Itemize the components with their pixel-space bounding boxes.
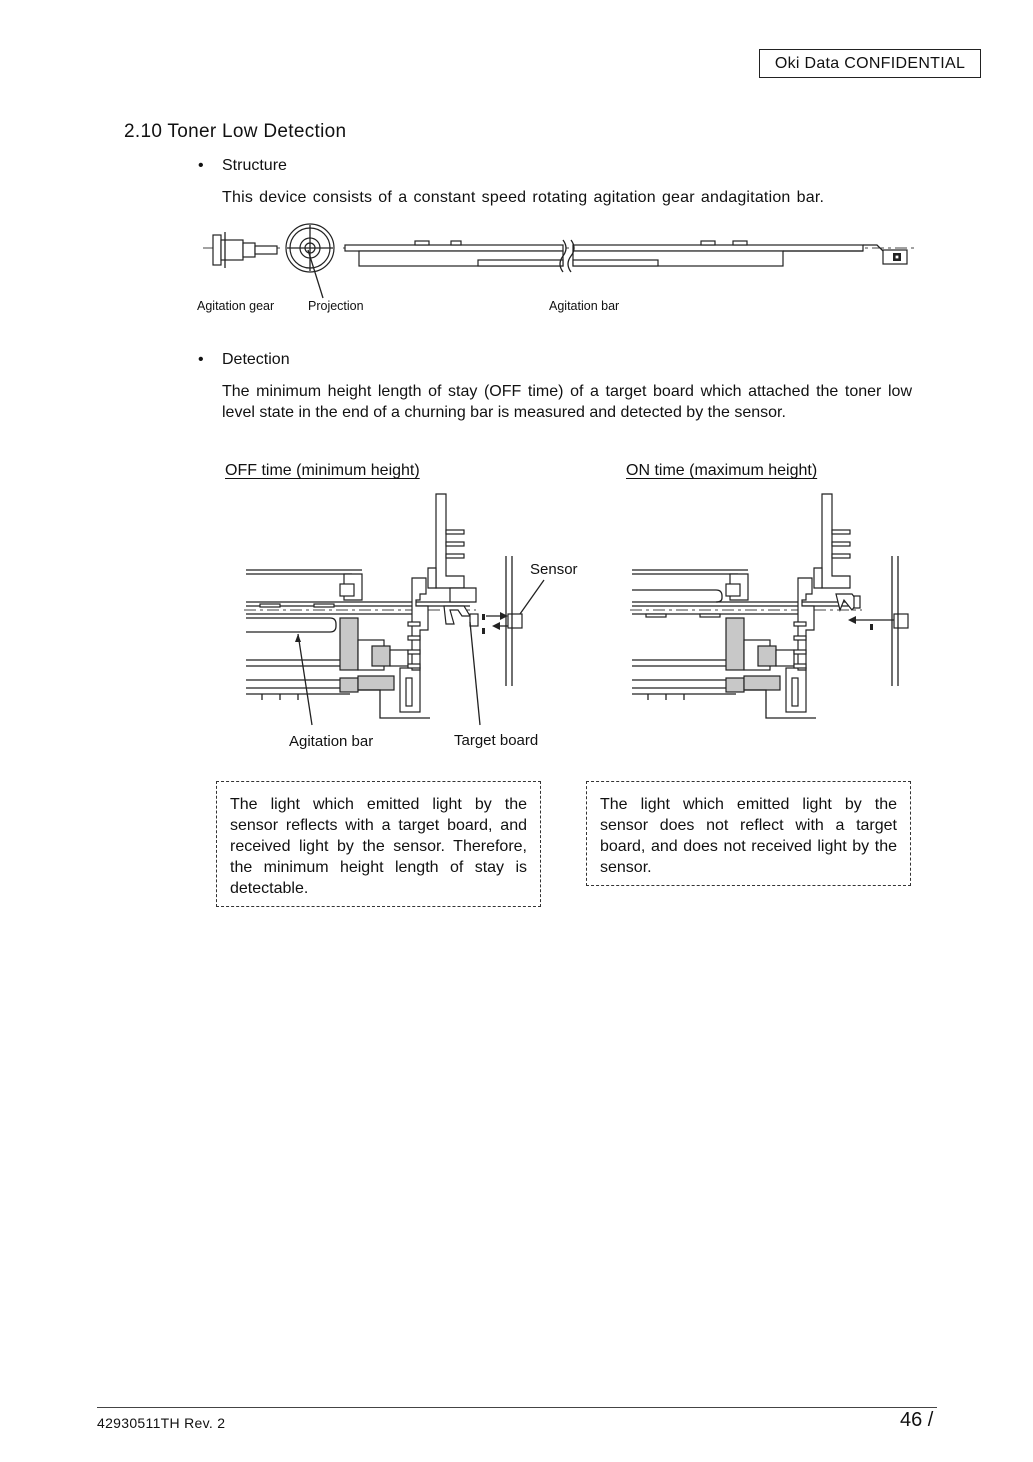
sensor-label: Sensor [530, 561, 578, 578]
page-number: 46 / [900, 1409, 934, 1431]
agitation-gear-drawing [203, 232, 280, 268]
on-time-diagram [626, 490, 926, 720]
on-time-note: The light which emitted light by the sensor does not reflect with a target board, and does not received light by the sensor. [586, 781, 911, 886]
on-time-heading: ON time (maximum height) [626, 462, 818, 479]
agitation-bar-callout: Agitation bar [289, 733, 374, 750]
detection-heading: Detection [222, 351, 290, 368]
bullet-icon: • [198, 157, 204, 174]
detection-text: The minimum height length of stay (OFF time) of a target board which attached the toner low level state in the end of a churning bar is measured and detected by the sensor. [222, 383, 912, 421]
off-time-heading: OFF time (minimum height) [225, 462, 420, 479]
confidential-label: Oki Data CONFIDENTIAL [759, 49, 981, 78]
agitation-gear-label: Agitation gear [197, 299, 275, 313]
detection-bullet [198, 351, 290, 369]
structure-diagram [195, 220, 925, 290]
structure-bullet [198, 157, 287, 175]
structure-text: This device consists of a constant speed rotating agitation gear andagitation bar. [222, 189, 825, 206]
agitation-bar-label: Agitation bar [549, 299, 620, 313]
projection-label: Projection [308, 299, 364, 313]
projection-drawing [286, 224, 334, 272]
target-board-callout: Target board [454, 732, 539, 749]
agitation-bar-drawing [343, 240, 915, 272]
structure-heading: Structure [222, 157, 287, 174]
off-time-note: The light which emitted light by the sensor reflects with a target board, and received light by the sensor. Therefore, the minimum height length of stay is detectable. [216, 781, 541, 907]
footer-divider [97, 1407, 937, 1408]
off-time-diagram [240, 490, 580, 730]
bullet-icon: • [198, 351, 204, 368]
document-id: 42930511TH Rev. 2 [97, 1415, 226, 1431]
section-title: 2.10 Toner Low Detection [124, 121, 347, 142]
